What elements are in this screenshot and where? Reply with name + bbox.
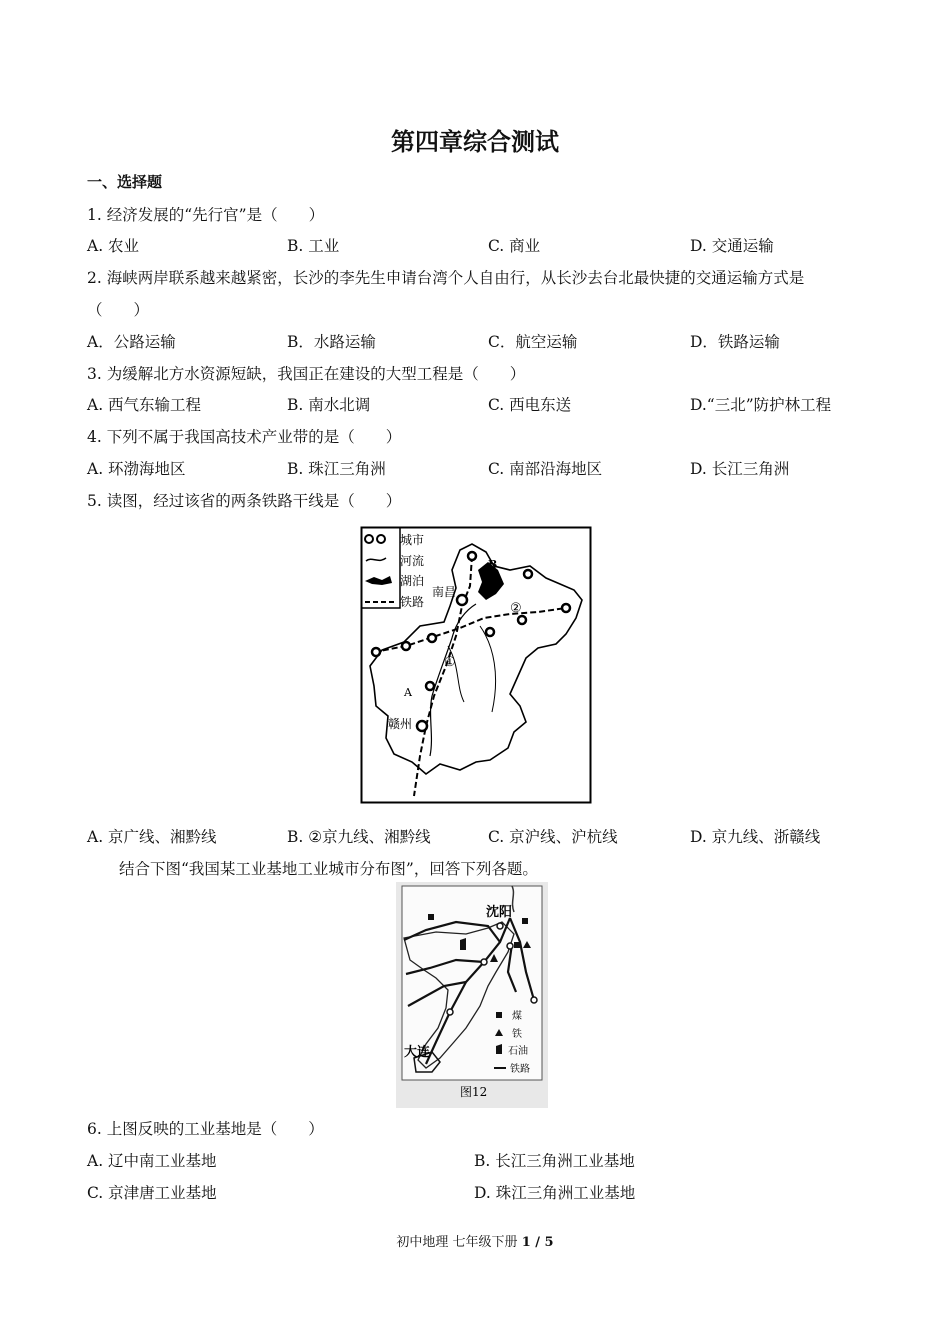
q3-option-c[interactable]: C. 西电东送	[488, 396, 572, 414]
label-railway-2: ②	[510, 601, 522, 616]
page-number: 1 / 5	[521, 1235, 554, 1250]
coal-icon	[428, 914, 434, 920]
question-2-stem-cont: （ ）	[87, 301, 150, 319]
oil-icon	[460, 938, 466, 950]
question-6-stem: 6. 上图反映的工业基地是（ ）	[87, 1120, 324, 1138]
q6-option-a[interactable]: A. 辽中南工业基地	[87, 1152, 217, 1170]
jiangxi-railway-map	[360, 526, 592, 804]
legend-coal: 煤	[512, 1011, 522, 1022]
q5-option-a[interactable]: A. 京广线、湘黔线	[87, 828, 217, 846]
q2-option-b[interactable]: B．水路运输	[287, 333, 376, 351]
q3-option-b[interactable]: B. 南水北调	[287, 396, 371, 414]
question-3-stem: 3. 为缓解北方水资源短缺，我国正在建设的大型工程是（ ）	[87, 365, 526, 383]
q4-option-b[interactable]: B. 珠江三角洲	[287, 460, 386, 478]
coal-icon	[522, 918, 528, 924]
q2-option-d[interactable]: D．铁路运输	[690, 333, 780, 351]
legend-railway: 铁路	[400, 595, 425, 609]
label-shenyang: 沈阳	[486, 905, 513, 920]
page-footer	[0, 1231, 950, 1250]
q2-option-c[interactable]: C．航空运输	[488, 333, 578, 351]
q5-option-b[interactable]: B. ②京九线、湘黔线	[287, 828, 431, 846]
label-b: B	[488, 558, 498, 571]
page-title: 第四章综合测试	[391, 128, 559, 156]
label-ganzhou: 赣州	[388, 717, 413, 731]
question-1-stem: 1. 经济发展的“先行官”是（ ）	[87, 206, 325, 224]
q4-option-d[interactable]: D. 长江三角洲	[690, 460, 790, 478]
legend-oil: 石油	[508, 1046, 528, 1057]
question-4-stem: 4. 下列不属于我国高技术产业带的是（ ）	[87, 428, 402, 446]
q1-option-a[interactable]: A. 农业	[87, 237, 140, 255]
legend-iron: 铁	[512, 1029, 522, 1040]
q1-option-c[interactable]: C. 商业	[488, 237, 541, 255]
q2-option-a[interactable]: A．公路运输	[87, 333, 176, 351]
legend-lake: 湖泊	[400, 574, 425, 588]
legend-river: 河流	[400, 554, 425, 568]
q6-option-b[interactable]: B. 长江三角洲工业基地	[474, 1152, 635, 1170]
label-nanchang: 南昌	[432, 585, 457, 599]
q5-option-d[interactable]: D. 京九线、浙赣线	[690, 828, 821, 846]
q6-option-d[interactable]: D. 珠江三角洲工业基地	[474, 1184, 636, 1202]
q1-option-d[interactable]: D. 交通运输	[690, 237, 774, 255]
q1-option-b[interactable]: B. 工业	[287, 237, 340, 255]
figure-caption: 图12	[460, 1085, 488, 1099]
question-2-stem: 2. 海峡两岸联系越来越紧密，长沙的李先生申请台湾个人自由行，从长沙去台北最快捷的交通运输方式是	[87, 269, 805, 287]
q3-option-a[interactable]: A. 西气东输工程	[87, 396, 202, 414]
coal-icon	[514, 942, 520, 948]
section-heading: 一、选择题	[87, 173, 163, 191]
q6-option-c[interactable]: C. 京津唐工业基地	[87, 1184, 217, 1202]
liaoning-industrial-map	[396, 882, 548, 1108]
label-railway-1: ①	[444, 655, 456, 670]
legend-railway: 铁路	[510, 1064, 530, 1075]
question-5-stem: 5. 读图，经过该省的两条铁路干线是（ ）	[87, 492, 402, 510]
coal-legend-icon	[496, 1012, 502, 1018]
q5-option-c[interactable]: C. 京沪线、沪杭线	[488, 828, 618, 846]
legend-city: 城市	[400, 533, 425, 547]
footer-text: 初中地理 七年级下册	[396, 1235, 522, 1250]
intro-text: 结合下图“我国某工业基地工业城市分布图”，回答下列各题。	[119, 860, 538, 878]
label-a: A	[404, 686, 412, 699]
q3-option-d[interactable]: D.“三北”防护林工程	[690, 396, 832, 414]
q4-option-a[interactable]: A. 环渤海地区	[87, 460, 186, 478]
q4-option-c[interactable]: C. 南部沿海地区	[488, 460, 603, 478]
label-dalian: 大连	[404, 1045, 431, 1060]
